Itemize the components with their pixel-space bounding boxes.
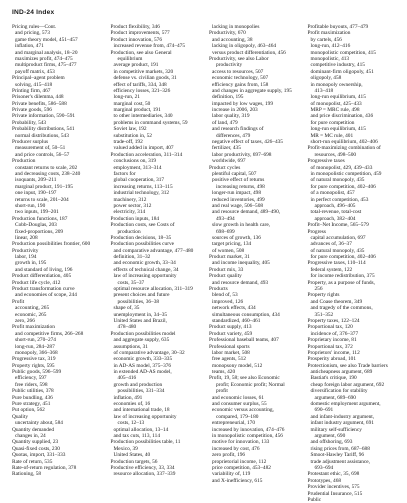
index-subentry: and international trade, 18 (113, 407, 170, 414)
index-subentry: versus product differentiation, 456 (212, 49, 286, 56)
index-entry: Professional sports (209, 343, 250, 350)
index-subentry: and Coase theorem, 349 (310, 298, 363, 305)
index-entry: Productive efficiency, 33, 334 (110, 464, 175, 471)
index-subentry: efficiency gains from, 158 (212, 81, 269, 88)
index-entry: Prudential Insurance, 515 (307, 490, 363, 497)
index-subentry: present choices and future (113, 292, 170, 299)
index-subentry: and accounting, 38 (212, 36, 253, 43)
index-entry: Product market, 31 (209, 254, 250, 261)
index-subentry: 256 (314, 286, 323, 293)
index-subentry: free riders, 598 (15, 381, 48, 388)
index-subentry: of women, 508 (212, 247, 245, 254)
index-subentry: lacking in oligopoly, 463–464 (212, 43, 277, 50)
index-entry: Production targets, 56 (110, 458, 158, 465)
index-subentry: 690–691 (314, 407, 334, 414)
index-subentry: incidence of, 376–377 (310, 330, 359, 337)
index-subentry: and tragedy of the commons, (310, 305, 373, 312)
index-entry: Private benefits, 586–588 (12, 100, 67, 107)
index-entry: Profit maximization (12, 324, 55, 331)
index-entry: Rate-of-return regulation, 378 (12, 464, 77, 471)
index-entry: Product transformation curve (12, 286, 75, 293)
index-subentry: in competitive markets, 320 (113, 68, 174, 75)
index-subentry: marginal product, 191 (113, 107, 161, 114)
index-column-1 (12, 24, 107, 478)
index-subentry: resources, 498–500 (314, 151, 357, 158)
index-subentry: short-run, 190 (15, 202, 46, 209)
index-subentry: changes in, 24 (15, 433, 46, 439)
index-entry: Protectionism, see also Trade barriers (307, 362, 388, 369)
index-subentry: and decreasing costs, 238–240 (15, 170, 81, 177)
index-entry: Product flexibility, 346 (110, 24, 160, 30)
index-entry: Products (209, 286, 228, 293)
index-subentry: worldwide, 697 (212, 158, 246, 165)
index-subentry: in perfect competition, 453 (310, 196, 369, 203)
index-subentry: blend of, 53 (212, 292, 238, 299)
index-subentry: and resource demand, 493 (212, 279, 269, 286)
index-entry: Property rights (307, 292, 340, 299)
index-subentry: cheap foreign labor argument, 692 (310, 381, 385, 388)
index-subentry: fixed-proportions, 209 (15, 228, 64, 235)
index-subentry: inflation, 471 (15, 43, 44, 50)
index-subentry: production (117, 228, 141, 235)
index-subentry: two inputs, 199–201 (15, 209, 59, 216)
index-entry: Progressive tax, 319 (12, 356, 56, 363)
index-subentry: teams, 420 (212, 369, 236, 376)
index-subentry: short-run, 270–274 (15, 337, 56, 344)
index-entry: Rate of return, 535 (12, 458, 53, 465)
index-entry: Probability, 543 (12, 119, 47, 126)
page-header: IND-24 Index (12, 9, 55, 16)
index-subentry: Cobb-Douglas, 203 (15, 222, 57, 229)
index-subentry: and offshoring, 693 (310, 439, 353, 446)
index-entry: Profit (12, 298, 25, 305)
index-subentry: economic versus accounting, (212, 407, 274, 414)
index-subentry: Mexico, 39 (113, 445, 138, 452)
index-subentry: oligopoly, 458 (310, 75, 342, 82)
index-subentry: and economic growth, 33–34 (113, 260, 176, 267)
index-subentry: argument, 690 (314, 433, 346, 439)
index-subentry: 478–480 (117, 324, 137, 331)
index-entry: Prosperity abroad, 101 (307, 356, 357, 363)
index-subentry: differences, 479 (216, 132, 251, 139)
index-entry: Pure strategy, 451 (12, 401, 51, 408)
index-entry: Probability distributions, 541 (12, 126, 75, 133)
index-subentry: labor productivity, 697–698 (212, 151, 272, 158)
index-subentry: slow growth in health care, (212, 222, 271, 229)
index-subentry: United States, 40 (113, 452, 151, 459)
index-subentry: increased by innovation, 474–476 (212, 426, 285, 433)
index-subentry: zero profit, 196 (212, 452, 246, 459)
index-subentry: costs, 12–13 (117, 420, 145, 427)
index-subentry: price competition, 453–482 (212, 464, 271, 471)
index-entry: Production possibilities frontier, 600 (12, 241, 91, 248)
index-entry: Profit–Net Income, 565–579 (307, 222, 369, 229)
index-subentry: accounting, 265 (15, 305, 50, 312)
index-subentry: uncertainty about, 584 (15, 420, 63, 427)
index-entry: Product improvements, 577 (110, 30, 170, 37)
index-subentry: and economic losses, 61 (212, 394, 264, 401)
index-subentry: returns to scale, 201–204 (15, 196, 69, 203)
index-subentry: network effects, 434 (212, 305, 256, 312)
index-subentry: economies of, 16 (113, 401, 151, 408)
index-subentry: United States and Brazil, (113, 317, 167, 324)
index-subentry: linear, 208 (15, 234, 38, 241)
index-subentry: long-run equilibrium, 415 (310, 94, 366, 101)
index-entry: Productivity, 670 (209, 30, 246, 37)
index-subentry: Smoot-Hawley Tariff, 96 (310, 452, 365, 459)
index-subentry: and resource demand, 489–490, (212, 209, 281, 216)
index-subentry: trade adjustment assistance, (310, 458, 371, 465)
index-subentry: diversification for stability (310, 388, 368, 395)
index-subentry: MRP = MRC rule, 498 (310, 107, 360, 114)
index-entry: Property taxes, 122–124 (307, 317, 360, 324)
index-subentry: labor market, 508 (212, 349, 250, 356)
index-entry: Proprietary income, 81 (307, 337, 357, 344)
index-subentry: variability of, 119 (212, 471, 251, 478)
index-entry: Quotas, import, 331–333 (12, 452, 66, 459)
index-subentry: for pure competition, 402–406 (310, 254, 376, 261)
index-entry: Private goods, 596 (12, 107, 52, 114)
index-subentry: constant returns to scale, 202 (15, 164, 78, 171)
index-entry: Production functions, 187 (12, 215, 68, 222)
index-subentry: game theory model, 451–457 (15, 36, 78, 43)
index-subentry: monopolistic competition, 415 (310, 49, 376, 56)
index-entry: Progressive taxes (307, 158, 345, 165)
index-subentry: productivity (216, 62, 243, 69)
index-subentry: fertilizer, 435 (212, 145, 241, 152)
index-subentry: efficiency losses, 321–326 (113, 87, 171, 94)
index-subentry: shape of, 35 (113, 305, 140, 312)
index-subentry: long-run, 412–416 (310, 43, 351, 50)
index-subentry: and changes in aggregate supply, 195 (212, 87, 292, 94)
index-subentry: in monopolistic competition, 459 (310, 170, 382, 177)
index-subentry: sources of growth, 136 (212, 234, 261, 241)
index-subentry: global cooperation, 317 (113, 177, 165, 184)
index-subentry: and real wage, 506–508 (212, 202, 264, 209)
index-subentry: increased revenue from, 474–475 (113, 43, 186, 50)
index-subentry: unemployment in, 34–35 (113, 311, 168, 318)
index-subentry: effects of technical change, 34 (113, 266, 179, 273)
index-entry: Product quality (209, 273, 242, 280)
index-entry: Profit maximization (307, 30, 351, 37)
index-column-2 (110, 24, 206, 478)
index-entry: Public (307, 496, 322, 503)
index-entry: Public goods, 596–599 (12, 369, 62, 376)
index-entry: Product mix, 33 (209, 266, 244, 273)
index-entry: Production possibilities model (110, 330, 176, 337)
index-subentry: optimal allocation, 13–14 (113, 426, 169, 433)
index-entry: Public utilities, 378 (12, 388, 54, 395)
index-subentry: plentiful capital, 507 (212, 170, 257, 177)
index-subentry: infant industry argument, 691 (310, 420, 374, 427)
index-entry: Professional baseball teams, 407 (209, 337, 279, 344)
index-entry: Production inputs, 184 (110, 215, 160, 222)
index-subentry: negative effect of taxes, 426–435 (212, 139, 283, 146)
index-subentry: and research findings of (212, 126, 264, 133)
index-subentry: and income inequality, 405 (212, 260, 270, 267)
index-subentry: Soviet law, 192 (113, 126, 147, 133)
index-subentry: and marginal analysis, 18–20 (15, 49, 78, 56)
index-subentry: normal distributions, 543 (15, 132, 69, 139)
index-entry: Production, see also General (110, 49, 172, 56)
index-entry: Proprietors' income, 112 (307, 349, 360, 356)
index-subentry: and comparative advantage, 477–480 (113, 247, 194, 254)
index-subentry: possibilities, 36–38 (117, 298, 160, 305)
index-subentry: of land, 479 (212, 119, 238, 126)
index-subentry: competitive industry, 415 (310, 62, 365, 69)
index-subentry: of monopolist, 429, 439–433 (310, 164, 373, 171)
index-entry: Profit, 19, 58; see also Economic (209, 375, 280, 382)
index-subentry: multiproduct firms, 475–477 (15, 62, 77, 69)
index-subentry: valued added in import, 407 (113, 145, 174, 152)
index-subentry: and consumer surplus, 55 (212, 401, 267, 408)
index-subentry: 405–416 (117, 375, 137, 382)
index-subentry: solving, 415–418 (15, 81, 53, 88)
index-entry: Product life cycle, 412 (12, 279, 61, 286)
index-subentry: increased by cost, 476 (212, 445, 260, 452)
index-subentry: isoquants, 209–211 (15, 177, 57, 184)
index-subentry: advances of, 36–37 (310, 241, 352, 248)
index-subentry: in monopolistic competition, 456 (212, 433, 283, 439)
index-subentry: growth in, 195 (15, 260, 47, 267)
index-entry: Producer surplus (12, 139, 49, 146)
index-subentry: for pure competition (310, 119, 355, 126)
index-subentry: profit (216, 388, 228, 395)
index-subentry: average product, 191 (113, 62, 159, 69)
index-entry: Quality (12, 413, 29, 420)
index-subentry: longer-run impact, 498 (212, 190, 262, 197)
index-subentry: marginal product, 191–195 (15, 183, 73, 190)
index-entry: Rationing, 58 (12, 471, 42, 478)
index-subentry: and standard of living, 196 (15, 266, 73, 273)
index-subentry: of comparative advantage, 30–32 (113, 349, 185, 356)
index-subentry: and X-inefficiency, 615 (212, 477, 263, 484)
index-subentry: compared, 179–180 (216, 413, 259, 420)
index-subentry: and price controls, 56–57 (15, 151, 70, 158)
index-entry: Profitable buyouts, 477–479 (307, 24, 369, 30)
index-entry: Progress (307, 228, 326, 235)
index-subentry: long-run equilibrium, 415 (310, 126, 366, 133)
index-entry: Pricing rules—Cont. (12, 24, 57, 30)
index-entry: Quantity demanded (12, 426, 54, 433)
index-subentry: anticheapness argument, 689 (310, 369, 373, 376)
index-subentry: capital accumulation, 697 (310, 234, 366, 241)
index-subentry: impacted by low wages, 199 (212, 100, 273, 107)
index-entry: Printing firm, 467 (12, 87, 51, 94)
index-subentry: Bastiat's critique, 190 (310, 375, 357, 382)
index-subentry: access to resources, 507 (212, 68, 264, 75)
index-subentry: marginal cost, 50 (113, 100, 151, 107)
index-subentry: dominant-firm oligopoly, 451 (310, 68, 374, 75)
index-subentry: increase in 2006, 203 (212, 107, 258, 114)
index-subentry: assumptions, 31 (113, 343, 148, 350)
index-entry: Put option, 562 (12, 407, 45, 414)
index-entry: Profit-maximizing combination of (307, 145, 381, 152)
index-entry: Production possibilities table, 11 (110, 439, 181, 446)
index-columns (12, 24, 402, 503)
index-subentry: definition, 31–32 (113, 254, 151, 261)
index-subentry: simultaneous consumption, 434 (212, 311, 280, 318)
index-subentry: proprietorial income, 112 (212, 458, 267, 465)
index-subentry: of a monopolist, 457 (310, 190, 355, 197)
index-subentry: improved, 126 (212, 298, 244, 305)
index-subentry: efficiency, 597 (15, 375, 47, 382)
index-subentry: payoff matrix, 453 (15, 68, 55, 75)
index-entry: Prisoner's dilemma, 448 (12, 94, 64, 101)
index-subentry: maximizes profit, 474–475 (15, 55, 73, 62)
index-subentry: effect of tariffs, 334, 348 (113, 81, 167, 88)
index-subentry: motive for innovation, 133 (212, 439, 270, 446)
index-subentry: entrepreneurial, 170 (212, 420, 256, 427)
index-subentry: defense vs. civilian goods, 31 (113, 75, 177, 82)
index-subentry: and tax cuts, 113, 114 (113, 433, 161, 439)
index-entry: Product supply, 413 (209, 324, 252, 331)
index-subentry: machinery, 312 (113, 196, 147, 203)
index-entry: Pure bundling, 436 (12, 394, 53, 401)
index-subentry: and aggregate supply, 635 (113, 337, 170, 344)
index-subentry: total-revenue, total-cost (310, 209, 362, 216)
index-entry: Principal–agent problem (12, 75, 65, 82)
index-subentry: zero, 266 (15, 317, 35, 324)
index-subentry: law of increasing opportunity (113, 273, 177, 280)
index-subentry: power sector, 312 (113, 202, 152, 209)
index-subentry: and competitive firms, 266–268 (15, 330, 84, 337)
index-subentry: industrial technology, 312 (113, 190, 170, 197)
index-subentry: and pricing, 573 (15, 30, 50, 37)
index-subentry: argument, 689–690 (314, 394, 356, 401)
index-entry: Quasi-fixed costs, 230 (12, 445, 60, 452)
index-entry: Quantity supplied, 23 (12, 439, 59, 446)
index-subentry: labor, 194 (15, 254, 37, 261)
index-subentry: approach, 382–404 (314, 215, 356, 222)
index-entry: Production acceleration, 311–314 (110, 151, 183, 158)
index-subentry: measurement of, 50–51 (15, 145, 66, 152)
index-subentry: lacking in monopolies (212, 24, 260, 30)
index-entry: Product variety, 459 (209, 330, 253, 337)
index-subentry: MR = MC rule, 401 (310, 132, 354, 139)
index-subentry: electricity, 314 (113, 209, 146, 216)
index-subentry: free agents, 512 (212, 356, 246, 363)
index-subentry: in monopoly ownership, (310, 81, 363, 88)
index-subentry: in AD-AS model, 375–376 (113, 362, 172, 369)
index-entry: Provider incentives, 575 (307, 484, 360, 491)
index-subentry: for income redistribution, 375 (310, 273, 375, 280)
index-subentry: resource allocation, 337–339 (113, 471, 176, 478)
index-entry: Product innovation, 576 (110, 36, 163, 43)
index-subentry: one input, 190–197 (15, 190, 57, 197)
index-entry: Product differentiation, 405 (12, 273, 72, 280)
index-subentry: of monopolist, 425–433 (310, 100, 362, 107)
index-subentry: labor quality, 319 (212, 113, 250, 120)
index-subentry: federal system, 122 (310, 266, 353, 273)
index-subentry: approach, 496–405 (314, 202, 356, 209)
index-subentry: economic technology, 507 (212, 75, 269, 82)
index-subentry: 413–418 (314, 87, 334, 94)
index-subentry: 693–694 (314, 464, 334, 471)
index-subentry: rising prices from, 687–688 (310, 445, 370, 452)
index-subentry: monopolistic, 413 (310, 55, 350, 62)
index-subentry: factors for (113, 170, 136, 177)
index-subentry: substitution in, 52 (113, 132, 152, 139)
index-subentry: equilibrium (117, 55, 143, 62)
index-subentry: costs, 35–37 (117, 279, 145, 286)
index-entry: Prototypes, 468 (307, 477, 342, 484)
index-subentry: by cartels, 456 (310, 36, 342, 43)
index-subentry: optimal resource allocation, 311–319 (113, 286, 193, 293)
index-subentry: in extended AD-AS model, (113, 369, 172, 376)
index-entry: Protestant ethic, 35, 698 (307, 471, 360, 478)
index-entry: Production (12, 158, 36, 165)
index-subentry: increasing returns, 113–115 (113, 183, 173, 190)
index-subentry: positive effect of returns (212, 177, 265, 184)
index-subentry: long-run, 21 (113, 94, 140, 101)
index-entry: Production decisions, 18–35 (110, 234, 172, 241)
index-subentry: short-run equilibrium, 402–406 (310, 139, 378, 146)
index-subentry: standardized, 460–461 (212, 317, 261, 324)
index-subentry: 351–352 (314, 311, 334, 318)
index-subentry: for pure competition, 402–406 (310, 183, 376, 190)
index-entry: Property rights, 595 (12, 362, 55, 369)
index-subentry: profit; Economic profit; Normal (216, 381, 285, 388)
index-subentry: 698–699 (216, 228, 235, 235)
index-entry: Productivity, see also Labor (209, 55, 269, 62)
index-column-4 (307, 24, 403, 503)
index-subentry: trade-off, 192 (113, 139, 143, 146)
index-entry: Product cycles (209, 164, 241, 171)
index-entry: Production possibilities curve (110, 241, 175, 248)
index-subentry: definition, 195 (212, 94, 244, 101)
index-entry: Proportional tax, 120 (307, 324, 353, 331)
index-subentry: military self-sufficiency (310, 426, 362, 433)
index-subentry: 493–494 (216, 215, 235, 222)
index-subentry: and price discrimination, 436 (310, 113, 374, 120)
index-column-3 (209, 24, 304, 484)
index-subentry: economic, 265 (15, 311, 47, 318)
index-entry: Production costs, see Costs of (110, 222, 175, 229)
index-subentry: and economies of scope, 244 (15, 292, 77, 299)
index-subentry: to other intermediaries, 340 (113, 113, 173, 120)
index-subentry: monopsony model, 512 (212, 362, 263, 369)
index-entry: Proportional tax, 372 (307, 343, 353, 350)
index-subentry: and infant-industry argument, (310, 413, 375, 420)
index-subentry: growth and production (113, 381, 163, 388)
index-subentry: inflation, 491 (113, 394, 143, 401)
index-subentry: increasing returns, 498 (216, 183, 265, 190)
index-entry: Property, as a purpose of funds, (307, 279, 375, 286)
index-subentry: conclusions on, 319 (113, 158, 157, 165)
index-subentry: problems in command systems, 59 (113, 119, 188, 126)
index-subentry: long-run, 284–287 (15, 343, 55, 350)
index-subentry: economic growth, 333–335 (113, 356, 173, 363)
index-subentry: of natural monopoly, 435 (310, 177, 365, 184)
index-subentry: employment, 313–314 (113, 164, 162, 171)
index-subentry: possibilities, 331–334 (117, 388, 165, 395)
index-subentry: law of increasing opportunity (113, 413, 177, 420)
index-entry: Productivity (12, 247, 39, 254)
index-entry: Private information, 590–591 (12, 113, 76, 120)
index-subentry: domestic employment argument, (310, 401, 381, 408)
index-subentry: reduced inventories, 499 (212, 196, 265, 203)
index-subentry: of natural monopoly, 435 (310, 247, 365, 254)
index-entry: Progressive taxes, 110–114 (307, 260, 366, 267)
index-subentry: target pricing, 134 (212, 241, 252, 248)
index-subentry: monopoly, 366–368 (15, 349, 58, 356)
